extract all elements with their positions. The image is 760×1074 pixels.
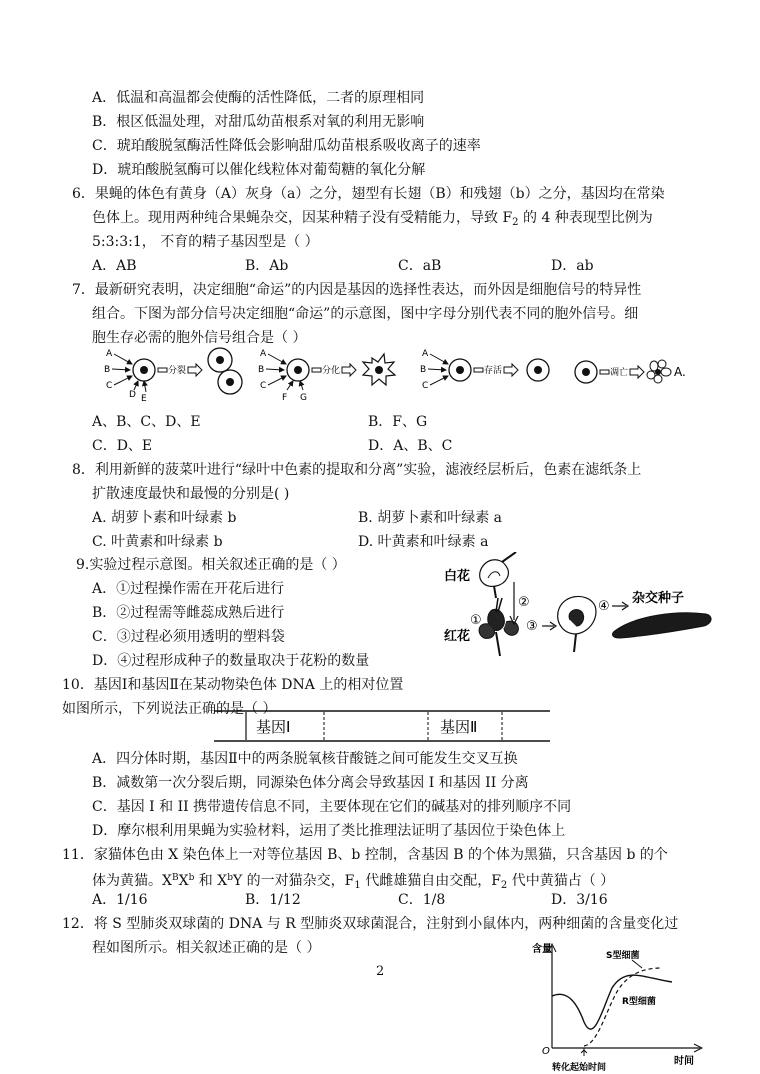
signal-label-e: E <box>141 394 147 404</box>
q9-option-c: C．③过程必须用透明的塑料袋 <box>92 629 285 645</box>
signal-label-a: A <box>106 349 113 359</box>
svg-text:B: B <box>420 365 427 375</box>
step-3-label: ③ <box>526 619 538 634</box>
q6-option-b: B．Ab <box>245 258 289 274</box>
q7-stem-line3: 胞生存必需的胞外信号组合是（ ） <box>92 330 307 346</box>
q8-option-d: D. 叶黄素和叶绿素 a <box>358 534 489 550</box>
q7-option-a: A、B、C、D、E <box>92 414 201 430</box>
svg-text:B: B <box>258 365 265 375</box>
red-flower-label: 红花 <box>444 629 471 644</box>
q9-option-d: D．④过程形成种子的数量取决于花粉的数量 <box>92 653 370 669</box>
q5-option-d: D．琥珀酸脱氢酶可以催化线粒体对葡萄糖的氧化分解 <box>92 162 426 178</box>
seed-pod-icon <box>613 613 712 638</box>
q8-option-a: A. 胡萝卜素和叶绿素 b <box>92 510 237 526</box>
signal-label-c: C <box>106 381 113 391</box>
q7-option-b: B．F、G <box>368 414 428 430</box>
step-4-label: ④ <box>598 599 610 614</box>
q6-option-a: A．AB <box>92 258 137 274</box>
step-divide-label: 分裂 <box>168 366 187 376</box>
q6-stem-line3: 5:3:3:1， 不育的精子基因型是（ ） <box>92 234 319 250</box>
svg-text:C: C <box>260 381 267 391</box>
q8-stem-line2: 扩散速度最快和最慢的分别是( ) <box>92 486 290 502</box>
q7-panel-divide <box>104 348 242 404</box>
q7-cell-signal-diagram <box>96 342 716 404</box>
graph-xlabel: 时间 <box>674 1056 694 1067</box>
q10-option-a: A．四分体时期，基因Ⅱ中的两条脱氧核苷酸链之间可能发生交叉互换 <box>92 751 518 767</box>
q9-stem: 9.实验过程示意图。相关叙述正确的是（ ） <box>76 557 346 573</box>
q10-stem-line2: 如图所示，下列说法正确的是（ ） <box>62 701 277 717</box>
red-flower-icon <box>479 598 518 656</box>
q9-option-b: B．②过程需等雌蕊成熟后进行 <box>92 605 285 621</box>
q8-option-b: B. 胡萝卜素和叶绿素 a <box>358 510 502 526</box>
q10-option-b: B．减数第一次分裂后期，同源染色体分离会导致基因 I 和基因 II 分离 <box>92 775 529 791</box>
q11-stem-line1: 11．家猫体色由 X 染色体上一对等位基因 B、b 控制，含基因 B 的个体为黑猫，只含基因 b 的个 <box>62 847 668 863</box>
q11-option-a: A．1/16 <box>92 892 148 908</box>
q9-pollination-diagram <box>436 552 726 662</box>
q12-stem-line2: 程如图所示。相关叙述正确的是（ ） <box>92 940 321 956</box>
q10-stem-line1: 10．基因Ⅰ和基因Ⅱ在某动物染色体 DNA 上的相对位置 <box>62 677 404 693</box>
q11-option-c: C．1/8 <box>398 892 446 908</box>
q11-stem-line2: 体为黄猫。$X^BX^b$ 和 $X^bY$ 的一对猫杂交，$F_1$ 代雌雄猫自由交配，$F_2$ 代中黄猫占（ ） <box>92 873 615 891</box>
diagram-trailing-label: A. <box>674 365 686 379</box>
gene2-label: 基因Ⅱ <box>440 718 478 736</box>
s-bacteria-curve <box>584 968 662 1046</box>
step-die-label: 凋亡 <box>610 368 629 378</box>
q8-stem-line1: 8．利用新鲜的菠菜叶进行“绿叶中色素的提取和分离”实验，滤液经层析后，色素在滤纸条上 <box>72 462 642 478</box>
q6-stem-line2: 色体上。现用两种纯合果蝇杂交，因某种精子没有受精能力，导致 $F_2$ 的 4 种表现型比例为 <box>92 210 653 228</box>
apoptotic-fragments-icon <box>647 360 671 383</box>
page-number: 2 <box>376 964 385 979</box>
q11-option-b: B．1/12 <box>245 892 301 908</box>
q7-option-c: C．D、E <box>92 438 153 454</box>
signal-label-b: B <box>104 365 111 375</box>
q7-panel-differentiate <box>258 349 395 403</box>
q6-option-c: C．aB <box>398 258 442 274</box>
transformation-start-label: 转化起始时间 <box>552 1063 607 1072</box>
q7-stem-line1: 7．最新研究表明，决定细胞“命运”的内因是基因的选择性表达，而外因是细胞信号的特异性 <box>72 282 642 298</box>
white-flower-icon <box>480 552 516 598</box>
svg-text:A: A <box>422 349 429 359</box>
q10-dna-segment-diagram <box>214 708 550 744</box>
svg-text:C: C <box>422 381 429 391</box>
step-differentiate-label: 分化 <box>322 366 341 376</box>
q5-option-a: A．低温和高温都会使酶的活性降低，二者的原理相同 <box>92 90 425 106</box>
step-survive-label: 存活 <box>484 366 503 376</box>
q7-panel-die <box>575 360 686 383</box>
graph-origin: O <box>542 1046 550 1057</box>
gene1-label: 基因Ⅰ <box>256 718 291 736</box>
q12-bacteria-growth-graph <box>522 938 712 1072</box>
bagged-flower-icon <box>558 596 596 652</box>
step-1-label: ① <box>470 613 482 628</box>
q7-stem-line2: 组合。下图为部分信号决定细胞“命运”的示意图，图中字母分别代表不同的胞外信号。细 <box>92 306 639 322</box>
q10-option-d: D．摩尔根利用果蝇为实验材料，运用了类比推理法证明了基因位于染色体上 <box>92 823 566 839</box>
hybrid-seed-label: 杂交种子 <box>632 591 685 606</box>
q5-option-b: B．根区低温处理，对甜瓜幼苗根系对氧的利用无影响 <box>92 114 425 130</box>
step-2-label: ② <box>518 595 530 610</box>
q7-panel-survive <box>420 349 549 391</box>
signal-label-g: G <box>300 393 307 403</box>
s-curve-label: S型细菌 <box>606 951 640 961</box>
r-curve-label: R型细菌 <box>622 997 656 1007</box>
q10-option-c: C．基因 I 和 II 携带遗传信息不同，主要体现在它们的碱基对的排列顺序不同 <box>92 799 572 815</box>
signal-label-f: F <box>282 393 288 403</box>
q8-option-c: C. 叶黄素和叶绿素 b <box>92 534 223 550</box>
q5-option-c: C．琥珀酸脱氢酶活性降低会影响甜瓜幼苗根系吸收离子的速率 <box>92 138 481 154</box>
q9-option-a: A．①过程操作需在开花后进行 <box>92 581 285 597</box>
svg-text:A: A <box>260 349 267 359</box>
q11-option-d: D．3/16 <box>551 892 608 908</box>
q7-option-d: D．A、B、C <box>368 438 453 454</box>
q6-option-d: D．ab <box>551 258 594 274</box>
signal-label-d: D <box>129 390 136 400</box>
q6-stem-line1: 6．果蝇的体色有黄身（A）灰身（a）之分，翅型有长翅（B）和残翅（b）之分，基因均在常染 <box>72 186 665 202</box>
graph-ylabel: 含量 <box>532 944 552 955</box>
white-flower-label: 白花 <box>444 569 471 584</box>
q12-stem-line1: 12．将 S 型肺炎双球菌的 DNA 与 R 型肺炎双球菌混合，注射到小鼠体内，两种细菌的含量变化过 <box>62 916 679 932</box>
